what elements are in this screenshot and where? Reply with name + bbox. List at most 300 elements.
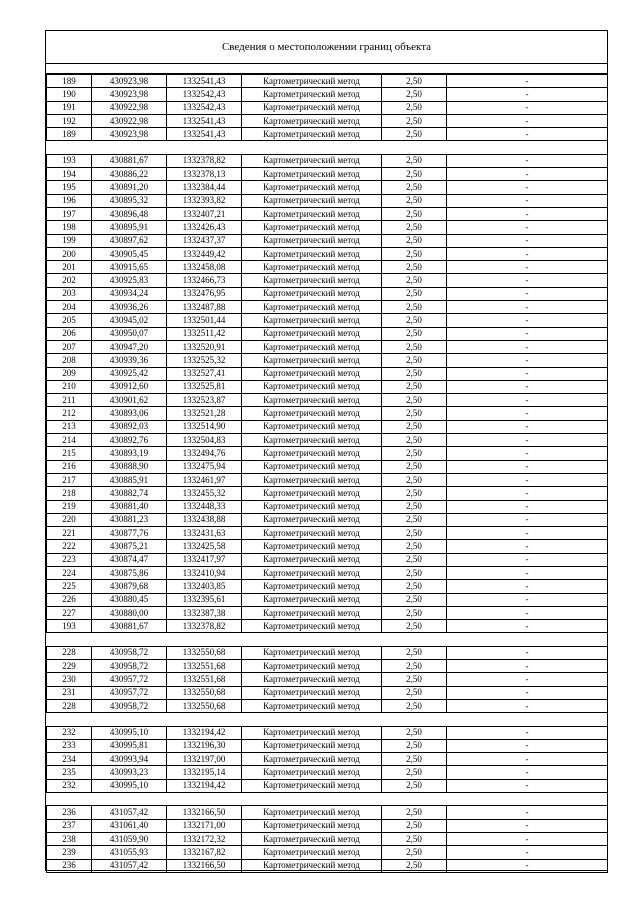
method-cell: Картометрический метод bbox=[242, 593, 382, 606]
x-coordinate-cell: 430923,98 bbox=[92, 75, 167, 88]
y-coordinate-cell: 1332455,32 bbox=[167, 487, 242, 500]
accuracy-cell: 2,50 bbox=[382, 128, 447, 141]
accuracy-cell: 2,50 bbox=[382, 460, 447, 473]
x-coordinate-cell: 430886,22 bbox=[92, 168, 167, 181]
point-number-cell: 238 bbox=[47, 832, 92, 845]
accuracy-cell: 2,50 bbox=[382, 819, 447, 832]
accuracy-cell: 2,50 bbox=[382, 580, 447, 593]
table-row bbox=[47, 394, 608, 407]
method-cell: Картометрический метод bbox=[242, 420, 382, 433]
method-cell: Картометрический метод bbox=[242, 367, 382, 380]
table-row bbox=[47, 75, 608, 88]
accuracy-cell: 2,50 bbox=[382, 434, 447, 447]
x-coordinate-cell: 430957,72 bbox=[92, 686, 167, 699]
point-number-cell: 206 bbox=[47, 327, 92, 340]
table-row bbox=[47, 434, 608, 447]
method-cell: Картометрический метод bbox=[242, 314, 382, 327]
y-coordinate-cell: 1332551,68 bbox=[167, 660, 242, 673]
accuracy-cell: 2,50 bbox=[382, 660, 447, 673]
table-row bbox=[47, 287, 608, 300]
method-cell: Картометрический метод bbox=[242, 154, 382, 167]
document-sheet bbox=[45, 30, 608, 871]
point-number-cell: 226 bbox=[47, 593, 92, 606]
point-number-cell: 189 bbox=[47, 128, 92, 141]
y-coordinate-cell: 1332171,00 bbox=[167, 819, 242, 832]
x-coordinate-cell: 430881,40 bbox=[92, 500, 167, 513]
point-number-cell: 209 bbox=[47, 367, 92, 380]
y-coordinate-cell: 1332476,95 bbox=[167, 287, 242, 300]
accuracy-cell: 2,50 bbox=[382, 287, 447, 300]
table-row bbox=[47, 301, 608, 314]
y-coordinate-cell: 1332541,43 bbox=[167, 114, 242, 127]
description-cell: - bbox=[447, 247, 608, 260]
x-coordinate-cell: 430947,20 bbox=[92, 340, 167, 353]
table-row bbox=[47, 380, 608, 393]
description-cell: - bbox=[447, 207, 608, 220]
y-coordinate-cell: 1332461,97 bbox=[167, 473, 242, 486]
y-coordinate-cell: 1332393,82 bbox=[167, 194, 242, 207]
point-number-cell: 190 bbox=[47, 88, 92, 101]
method-cell: Картометрический метод bbox=[242, 247, 382, 260]
description-cell: - bbox=[447, 660, 608, 673]
table-row bbox=[47, 766, 608, 779]
method-cell: Картометрический метод bbox=[242, 101, 382, 114]
y-coordinate-cell: 1332196,30 bbox=[167, 739, 242, 752]
accuracy-cell: 2,50 bbox=[382, 473, 447, 486]
x-coordinate-cell: 430912,60 bbox=[92, 380, 167, 393]
accuracy-cell: 2,50 bbox=[382, 593, 447, 606]
accuracy-cell: 2,50 bbox=[382, 261, 447, 274]
table-row bbox=[47, 274, 608, 287]
description-cell: - bbox=[447, 620, 608, 633]
point-number-cell: 227 bbox=[47, 606, 92, 619]
point-number-cell: 230 bbox=[47, 673, 92, 686]
description-cell: - bbox=[447, 101, 608, 114]
accuracy-cell: 2,50 bbox=[382, 553, 447, 566]
description-cell: - bbox=[447, 194, 608, 207]
description-cell: - bbox=[447, 460, 608, 473]
method-cell: Картометрический метод bbox=[242, 114, 382, 127]
table-row bbox=[47, 234, 608, 247]
method-cell: Картометрический метод bbox=[242, 261, 382, 274]
x-coordinate-cell: 430950,07 bbox=[92, 327, 167, 340]
method-cell: Картометрический метод bbox=[242, 274, 382, 287]
method-cell: Картометрический метод bbox=[242, 673, 382, 686]
x-coordinate-cell: 430881,67 bbox=[92, 154, 167, 167]
point-number-cell: 191 bbox=[47, 101, 92, 114]
x-coordinate-cell: 430995,10 bbox=[92, 779, 167, 792]
description-cell: - bbox=[447, 699, 608, 712]
point-number-cell: 199 bbox=[47, 234, 92, 247]
point-number-cell: 236 bbox=[47, 859, 92, 872]
description-cell: - bbox=[447, 221, 608, 234]
accuracy-cell: 2,50 bbox=[382, 114, 447, 127]
point-number-cell: 198 bbox=[47, 221, 92, 234]
table-row bbox=[47, 500, 608, 513]
description-cell: - bbox=[447, 301, 608, 314]
method-cell: Картометрический метод bbox=[242, 75, 382, 88]
table-row bbox=[47, 340, 608, 353]
y-coordinate-cell: 1332410,94 bbox=[167, 566, 242, 579]
accuracy-cell: 2,50 bbox=[382, 314, 447, 327]
y-coordinate-cell: 1332475,94 bbox=[167, 460, 242, 473]
point-number-cell: 221 bbox=[47, 527, 92, 540]
x-coordinate-cell: 430922,98 bbox=[92, 114, 167, 127]
table-row bbox=[47, 207, 608, 220]
accuracy-cell: 2,50 bbox=[382, 354, 447, 367]
point-number-cell: 235 bbox=[47, 766, 92, 779]
x-coordinate-cell: 430936,26 bbox=[92, 301, 167, 314]
x-coordinate-cell: 430895,91 bbox=[92, 221, 167, 234]
contour-separator-row bbox=[47, 633, 608, 646]
table-row bbox=[47, 540, 608, 553]
description-cell: - bbox=[447, 766, 608, 779]
table-row bbox=[47, 726, 608, 739]
method-cell: Картометрический метод bbox=[242, 513, 382, 526]
table-row bbox=[47, 154, 608, 167]
method-cell: Картометрический метод bbox=[242, 287, 382, 300]
accuracy-cell: 2,50 bbox=[382, 646, 447, 659]
accuracy-cell: 2,50 bbox=[382, 367, 447, 380]
y-coordinate-cell: 1332550,68 bbox=[167, 686, 242, 699]
x-coordinate-cell: 430877,76 bbox=[92, 527, 167, 540]
y-coordinate-cell: 1332194,42 bbox=[167, 726, 242, 739]
point-number-cell: 204 bbox=[47, 301, 92, 314]
method-cell: Картометрический метод bbox=[242, 221, 382, 234]
method-cell: Картометрический метод bbox=[242, 779, 382, 792]
accuracy-cell: 2,50 bbox=[382, 673, 447, 686]
y-coordinate-cell: 1332387,38 bbox=[167, 606, 242, 619]
method-cell: Картометрический метод bbox=[242, 301, 382, 314]
description-cell: - bbox=[447, 646, 608, 659]
accuracy-cell: 2,50 bbox=[382, 500, 447, 513]
table-row bbox=[47, 513, 608, 526]
table-row bbox=[47, 859, 608, 872]
accuracy-cell: 2,50 bbox=[382, 207, 447, 220]
y-coordinate-cell: 1332523,87 bbox=[167, 394, 242, 407]
point-number-cell: 232 bbox=[47, 779, 92, 792]
x-coordinate-cell: 430905,45 bbox=[92, 247, 167, 260]
point-number-cell: 201 bbox=[47, 261, 92, 274]
point-number-cell: 234 bbox=[47, 753, 92, 766]
x-coordinate-cell: 430882,74 bbox=[92, 487, 167, 500]
method-cell: Картометрический метод bbox=[242, 859, 382, 872]
description-cell: - bbox=[447, 274, 608, 287]
table-row bbox=[47, 261, 608, 274]
point-number-cell: 237 bbox=[47, 819, 92, 832]
description-cell: - bbox=[447, 726, 608, 739]
table-row bbox=[47, 686, 608, 699]
y-coordinate-cell: 1332378,82 bbox=[167, 620, 242, 633]
y-coordinate-cell: 1332166,50 bbox=[167, 859, 242, 872]
y-coordinate-cell: 1332542,43 bbox=[167, 88, 242, 101]
table-row bbox=[47, 593, 608, 606]
table-row bbox=[47, 247, 608, 260]
method-cell: Картометрический метод bbox=[242, 739, 382, 752]
table-row bbox=[47, 753, 608, 766]
x-coordinate-cell: 430897,62 bbox=[92, 234, 167, 247]
y-coordinate-cell: 1332466,73 bbox=[167, 274, 242, 287]
point-number-cell: 192 bbox=[47, 114, 92, 127]
x-coordinate-cell: 430875,21 bbox=[92, 540, 167, 553]
x-coordinate-cell: 430993,23 bbox=[92, 766, 167, 779]
y-coordinate-cell: 1332395,61 bbox=[167, 593, 242, 606]
accuracy-cell: 2,50 bbox=[382, 75, 447, 88]
table-row bbox=[47, 420, 608, 433]
method-cell: Картометрический метод bbox=[242, 846, 382, 859]
point-number-cell: 203 bbox=[47, 287, 92, 300]
x-coordinate-cell: 430880,00 bbox=[92, 606, 167, 619]
description-cell: - bbox=[447, 606, 608, 619]
method-cell: Картометрический метод bbox=[242, 806, 382, 819]
table-body bbox=[47, 75, 608, 873]
method-cell: Картометрический метод bbox=[242, 340, 382, 353]
x-coordinate-cell: 430885,91 bbox=[92, 473, 167, 486]
description-cell: - bbox=[447, 580, 608, 593]
y-coordinate-cell: 1332197,00 bbox=[167, 753, 242, 766]
description-cell: - bbox=[447, 447, 608, 460]
y-coordinate-cell: 1332504,83 bbox=[167, 434, 242, 447]
method-cell: Картометрический метод bbox=[242, 699, 382, 712]
accuracy-cell: 2,50 bbox=[382, 407, 447, 420]
table-row bbox=[47, 88, 608, 101]
y-coordinate-cell: 1332438,88 bbox=[167, 513, 242, 526]
method-cell: Картометрический метод bbox=[242, 194, 382, 207]
y-coordinate-cell: 1332403,85 bbox=[167, 580, 242, 593]
x-coordinate-cell: 430958,72 bbox=[92, 660, 167, 673]
table-row bbox=[47, 699, 608, 712]
y-coordinate-cell: 1332542,43 bbox=[167, 101, 242, 114]
description-cell: - bbox=[447, 314, 608, 327]
y-coordinate-cell: 1332166,50 bbox=[167, 806, 242, 819]
y-coordinate-cell: 1332431,63 bbox=[167, 527, 242, 540]
method-cell: Картометрический метод bbox=[242, 327, 382, 340]
table-row bbox=[47, 447, 608, 460]
method-cell: Картометрический метод bbox=[242, 527, 382, 540]
y-coordinate-cell: 1332494,76 bbox=[167, 447, 242, 460]
description-cell: - bbox=[447, 181, 608, 194]
y-coordinate-cell: 1332437,37 bbox=[167, 234, 242, 247]
accuracy-cell: 2,50 bbox=[382, 274, 447, 287]
x-coordinate-cell: 431059,90 bbox=[92, 832, 167, 845]
table-row bbox=[47, 739, 608, 752]
description-cell: - bbox=[447, 420, 608, 433]
accuracy-cell: 2,50 bbox=[382, 88, 447, 101]
y-coordinate-cell: 1332550,68 bbox=[167, 646, 242, 659]
y-coordinate-cell: 1332195,14 bbox=[167, 766, 242, 779]
table-row bbox=[47, 460, 608, 473]
x-coordinate-cell: 430939,36 bbox=[92, 354, 167, 367]
accuracy-cell: 2,50 bbox=[382, 779, 447, 792]
point-number-cell: 211 bbox=[47, 394, 92, 407]
point-number-cell: 193 bbox=[47, 154, 92, 167]
page-title: Сведения о местоположении границ объекта bbox=[221, 41, 432, 53]
description-cell: - bbox=[447, 473, 608, 486]
description-cell: - bbox=[447, 806, 608, 819]
accuracy-cell: 2,50 bbox=[382, 513, 447, 526]
method-cell: Картометрический метод bbox=[242, 407, 382, 420]
point-number-cell: 224 bbox=[47, 566, 92, 579]
y-coordinate-cell: 1332417,97 bbox=[167, 553, 242, 566]
point-number-cell: 236 bbox=[47, 806, 92, 819]
table-row bbox=[47, 487, 608, 500]
x-coordinate-cell: 431061,40 bbox=[92, 819, 167, 832]
y-coordinate-cell: 1332384,44 bbox=[167, 181, 242, 194]
x-coordinate-cell: 431055,93 bbox=[92, 846, 167, 859]
table-row bbox=[47, 620, 608, 633]
separator-cell bbox=[47, 793, 608, 806]
y-coordinate-cell: 1332550,68 bbox=[167, 699, 242, 712]
y-coordinate-cell: 1332541,43 bbox=[167, 75, 242, 88]
x-coordinate-cell: 430923,98 bbox=[92, 128, 167, 141]
accuracy-cell: 2,50 bbox=[382, 686, 447, 699]
table-row bbox=[47, 832, 608, 845]
accuracy-cell: 2,50 bbox=[382, 620, 447, 633]
description-cell: - bbox=[447, 287, 608, 300]
method-cell: Картометрический метод bbox=[242, 354, 382, 367]
x-coordinate-cell: 430957,72 bbox=[92, 673, 167, 686]
table-row bbox=[47, 566, 608, 579]
y-coordinate-cell: 1332378,13 bbox=[167, 168, 242, 181]
point-number-cell: 214 bbox=[47, 434, 92, 447]
method-cell: Картометрический метод bbox=[242, 460, 382, 473]
contour-separator-row bbox=[47, 793, 608, 806]
accuracy-cell: 2,50 bbox=[382, 739, 447, 752]
table-row bbox=[47, 846, 608, 859]
method-cell: Картометрический метод bbox=[242, 580, 382, 593]
description-cell: - bbox=[447, 566, 608, 579]
y-coordinate-cell: 1332527,41 bbox=[167, 367, 242, 380]
method-cell: Картометрический метод bbox=[242, 660, 382, 673]
y-coordinate-cell: 1332172,32 bbox=[167, 832, 242, 845]
point-number-cell: 228 bbox=[47, 646, 92, 659]
accuracy-cell: 2,50 bbox=[382, 806, 447, 819]
x-coordinate-cell: 431057,42 bbox=[92, 806, 167, 819]
accuracy-cell: 2,50 bbox=[382, 301, 447, 314]
method-cell: Картометрический метод bbox=[242, 473, 382, 486]
method-cell: Картометрический метод bbox=[242, 434, 382, 447]
accuracy-cell: 2,50 bbox=[382, 566, 447, 579]
separator-cell bbox=[47, 713, 608, 726]
accuracy-cell: 2,50 bbox=[382, 101, 447, 114]
method-cell: Картометрический метод bbox=[242, 566, 382, 579]
table-row bbox=[47, 673, 608, 686]
method-cell: Картометрический метод bbox=[242, 753, 382, 766]
accuracy-cell: 2,50 bbox=[382, 420, 447, 433]
description-cell: - bbox=[447, 859, 608, 872]
accuracy-cell: 2,50 bbox=[382, 394, 447, 407]
point-number-cell: 220 bbox=[47, 513, 92, 526]
point-number-cell: 229 bbox=[47, 660, 92, 673]
x-coordinate-cell: 430915,65 bbox=[92, 261, 167, 274]
y-coordinate-cell: 1332167,82 bbox=[167, 846, 242, 859]
point-number-cell: 208 bbox=[47, 354, 92, 367]
description-cell: - bbox=[447, 154, 608, 167]
boundary-points-table bbox=[46, 74, 608, 873]
x-coordinate-cell: 430892,03 bbox=[92, 420, 167, 433]
y-coordinate-cell: 1332487,88 bbox=[167, 301, 242, 314]
table-row bbox=[47, 128, 608, 141]
description-cell: - bbox=[447, 779, 608, 792]
x-coordinate-cell: 430892,76 bbox=[92, 434, 167, 447]
point-number-cell: 197 bbox=[47, 207, 92, 220]
method-cell: Картометрический метод bbox=[242, 553, 382, 566]
description-cell: - bbox=[447, 394, 608, 407]
table-row bbox=[47, 473, 608, 486]
method-cell: Картометрический метод bbox=[242, 207, 382, 220]
x-coordinate-cell: 430958,72 bbox=[92, 646, 167, 659]
x-coordinate-cell: 430881,23 bbox=[92, 513, 167, 526]
point-number-cell: 228 bbox=[47, 699, 92, 712]
point-number-cell: 215 bbox=[47, 447, 92, 460]
point-number-cell: 232 bbox=[47, 726, 92, 739]
point-number-cell: 194 bbox=[47, 168, 92, 181]
y-coordinate-cell: 1332501,44 bbox=[167, 314, 242, 327]
table-row bbox=[47, 114, 608, 127]
point-number-cell: 212 bbox=[47, 407, 92, 420]
x-coordinate-cell: 430958,72 bbox=[92, 699, 167, 712]
x-coordinate-cell: 430945,02 bbox=[92, 314, 167, 327]
y-coordinate-cell: 1332425,58 bbox=[167, 540, 242, 553]
accuracy-cell: 2,50 bbox=[382, 340, 447, 353]
table-row bbox=[47, 819, 608, 832]
separator-cell bbox=[47, 141, 608, 154]
method-cell: Картометрический метод bbox=[242, 394, 382, 407]
x-coordinate-cell: 430879,68 bbox=[92, 580, 167, 593]
table-row bbox=[47, 168, 608, 181]
accuracy-cell: 2,50 bbox=[382, 168, 447, 181]
y-coordinate-cell: 1332194,42 bbox=[167, 779, 242, 792]
x-coordinate-cell: 430993,94 bbox=[92, 753, 167, 766]
x-coordinate-cell: 430925,83 bbox=[92, 274, 167, 287]
x-coordinate-cell: 431057,42 bbox=[92, 859, 167, 872]
point-number-cell: 210 bbox=[47, 380, 92, 393]
accuracy-cell: 2,50 bbox=[382, 154, 447, 167]
method-cell: Картометрический метод bbox=[242, 726, 382, 739]
contour-separator-row bbox=[47, 141, 608, 154]
table-row bbox=[47, 221, 608, 234]
description-cell: - bbox=[447, 500, 608, 513]
table-row bbox=[47, 646, 608, 659]
description-cell: - bbox=[447, 234, 608, 247]
accuracy-cell: 2,50 bbox=[382, 527, 447, 540]
description-cell: - bbox=[447, 513, 608, 526]
table-row bbox=[47, 181, 608, 194]
description-cell: - bbox=[447, 434, 608, 447]
x-coordinate-cell: 430874,47 bbox=[92, 553, 167, 566]
description-cell: - bbox=[447, 354, 608, 367]
accuracy-cell: 2,50 bbox=[382, 766, 447, 779]
x-coordinate-cell: 430896,48 bbox=[92, 207, 167, 220]
accuracy-cell: 2,50 bbox=[382, 832, 447, 845]
description-cell: - bbox=[447, 673, 608, 686]
y-coordinate-cell: 1332407,21 bbox=[167, 207, 242, 220]
table-row bbox=[47, 580, 608, 593]
description-cell: - bbox=[447, 487, 608, 500]
point-number-cell: 218 bbox=[47, 487, 92, 500]
description-cell: - bbox=[447, 527, 608, 540]
point-number-cell: 223 bbox=[47, 553, 92, 566]
y-coordinate-cell: 1332514,90 bbox=[167, 420, 242, 433]
description-cell: - bbox=[447, 846, 608, 859]
method-cell: Картометрический метод bbox=[242, 540, 382, 553]
method-cell: Картометрический метод bbox=[242, 380, 382, 393]
accuracy-cell: 2,50 bbox=[382, 194, 447, 207]
method-cell: Картометрический метод bbox=[242, 766, 382, 779]
table-row bbox=[47, 327, 608, 340]
table-row bbox=[47, 806, 608, 819]
header-divider bbox=[46, 63, 607, 74]
